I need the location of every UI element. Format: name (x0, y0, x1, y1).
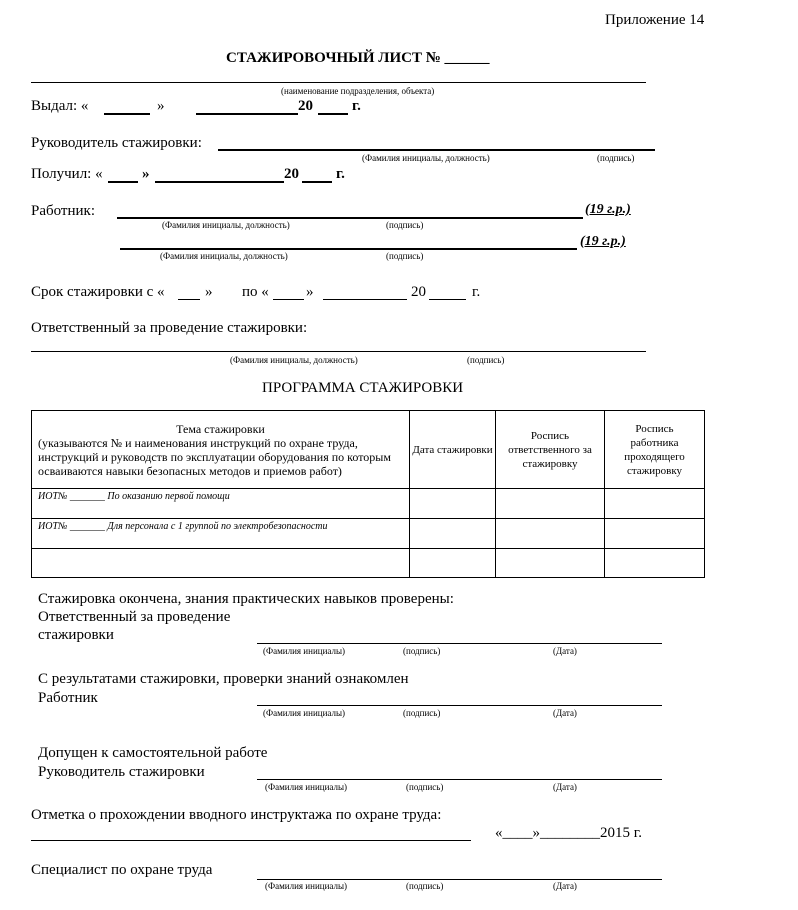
completed-line1: Стажировка окончена, знания практических навыков проверены: (38, 591, 454, 607)
admitted-caption-date: (Дата) (553, 782, 577, 792)
received-year-suffix: г. (336, 166, 345, 182)
worker-year-note-1: (19 г.р.) (585, 202, 631, 217)
supervisor-field[interactable] (218, 149, 655, 151)
worker-label: Работник: (31, 203, 95, 219)
specialist-caption-date: (Дата) (553, 881, 577, 891)
supervisor-caption-name: (Фамилия инициалы, должность) (362, 153, 490, 163)
row-resp-sign-cell[interactable] (496, 489, 605, 519)
worker-caption-sign-1: (подпись) (386, 220, 424, 230)
row-topic[interactable]: ИОТ№ _______ Для персонала с 1 группой по электробезопасности (32, 519, 410, 549)
results-line2: Работник (38, 690, 98, 706)
induction-date: «____»________2015 г. (495, 825, 642, 841)
issued-year-suffix: г. (352, 98, 361, 114)
results-caption-date: (Дата) (553, 708, 577, 718)
results-caption-name: (Фамилия инициалы) (263, 708, 346, 718)
results-sign-line[interactable] (257, 705, 662, 706)
row-worker-sign-cell[interactable] (605, 519, 705, 549)
received-month-field[interactable] (155, 181, 284, 183)
row-date-cell[interactable] (410, 549, 496, 578)
worker-year-note-2: (19 г.р.) (580, 234, 626, 249)
completed-line2: Ответственный за проведение (38, 609, 231, 625)
row-worker-sign-cell[interactable] (605, 549, 705, 578)
worker-caption-name-2: (Фамилия инициалы, должность) (160, 251, 288, 261)
term-to-quote-close: » (306, 284, 314, 300)
term-to-day-field[interactable] (273, 299, 304, 300)
issued-year-field[interactable] (318, 113, 348, 115)
term-month-field[interactable] (323, 299, 407, 300)
header-topic (32, 411, 410, 489)
received-year-field[interactable] (302, 181, 332, 183)
completed-line3: стажировки (38, 627, 114, 643)
issued-year-prefix: 20 (298, 98, 313, 114)
supervisor-caption-sign: (подпись) (597, 153, 635, 163)
completed-caption-sign: (подпись) (403, 646, 441, 656)
term-year-prefix: 20 (411, 284, 426, 300)
worker-field-1[interactable] (117, 217, 583, 219)
row-date-cell[interactable] (410, 489, 496, 519)
specialist-label: Специалист по охране труда (31, 862, 213, 878)
issued-quote-close: » (157, 98, 165, 114)
supervisor-label: Руководитель стажировки: (31, 135, 202, 151)
specialist-sign-line[interactable] (257, 879, 662, 880)
table-row (32, 549, 705, 578)
results-caption-sign: (подпись) (403, 708, 441, 718)
received-day-field[interactable] (108, 181, 138, 183)
appendix-label: Приложение 14 (605, 12, 705, 28)
unit-caption: (наименование подразделения, объекта) (281, 86, 435, 96)
admitted-sign-line[interactable] (257, 779, 662, 780)
header-worker-sign: Роспись работника проходящего стажировку (605, 411, 705, 489)
admitted-caption-name: (Фамилия инициалы) (265, 782, 348, 792)
admitted-line2: Руководитель стажировки (38, 764, 205, 780)
received-year-prefix: 20 (284, 166, 299, 182)
row-date-cell[interactable] (410, 519, 496, 549)
completed-caption-date: (Дата) (553, 646, 577, 656)
induction-label: Отметка о прохождении вводного инструктажа по охране труда: (31, 807, 442, 823)
unit-line[interactable] (31, 82, 646, 83)
admitted-line1: Допущен к самостоятельной работе (38, 745, 268, 761)
header-topic-desc: (указываются № и наименования инструкций по охране труда, инструкций и руководств по эксплуатации оборудования по которым осваиваются навыки безопасных методов и приемов работ) (38, 435, 391, 478)
program-header-row (32, 411, 705, 489)
worker-field-2[interactable] (120, 248, 577, 250)
program-title: ПРОГРАММА СТАЖИРОВКИ (262, 380, 464, 396)
term-to-label: по « (242, 284, 269, 300)
term-from-day-field[interactable] (178, 299, 200, 300)
table-row (32, 519, 705, 549)
term-year-suffix: г. (472, 284, 481, 300)
row-topic[interactable]: ИОТ№ _______ По оказанию первой помощи (32, 489, 410, 519)
specialist-caption-sign: (подпись) (406, 881, 444, 891)
received-quote-close: » (142, 166, 150, 182)
responsible-caption-sign: (подпись) (467, 355, 505, 365)
header-topic-title: Тема стажировки (176, 421, 265, 436)
term-from-quote-close: » (205, 284, 213, 300)
term-year-field[interactable] (429, 299, 466, 300)
specialist-caption-name: (Фамилия инициалы) (265, 881, 348, 891)
issued-day-field[interactable] (104, 113, 150, 115)
received-label: Получил: « (31, 166, 103, 182)
row-resp-sign-cell[interactable] (496, 519, 605, 549)
header-date: Дата стажировки (410, 411, 496, 489)
responsible-field[interactable] (31, 351, 646, 352)
term-from-label: Срок стажировки с « (31, 284, 165, 300)
issued-label: Выдал: « (31, 98, 89, 114)
induction-field[interactable] (31, 840, 471, 841)
admitted-caption-sign: (подпись) (406, 782, 444, 792)
completed-sign-line[interactable] (257, 643, 662, 644)
row-worker-sign-cell[interactable] (605, 489, 705, 519)
table-row (32, 489, 705, 519)
row-topic[interactable] (32, 549, 410, 578)
responsible-caption-name: (Фамилия инициалы, должность) (230, 355, 358, 365)
completed-caption-name: (Фамилия инициалы) (263, 646, 346, 656)
responsible-label: Ответственный за проведение стажировки: (31, 320, 308, 336)
header-resp-sign: Роспись ответственного за стажировку (496, 411, 605, 489)
document-title: СТАЖИРОВОЧНЫЙ ЛИСТ № ______ (226, 50, 490, 66)
worker-caption-sign-2: (подпись) (386, 251, 424, 261)
worker-caption-name-1: (Фамилия инициалы, должность) (162, 220, 290, 230)
issued-month-field[interactable] (196, 113, 298, 115)
row-resp-sign-cell[interactable] (496, 549, 605, 578)
results-line1: С результатами стажировки, проверки знаний ознакомлен (38, 671, 409, 687)
program-table (31, 410, 705, 578)
